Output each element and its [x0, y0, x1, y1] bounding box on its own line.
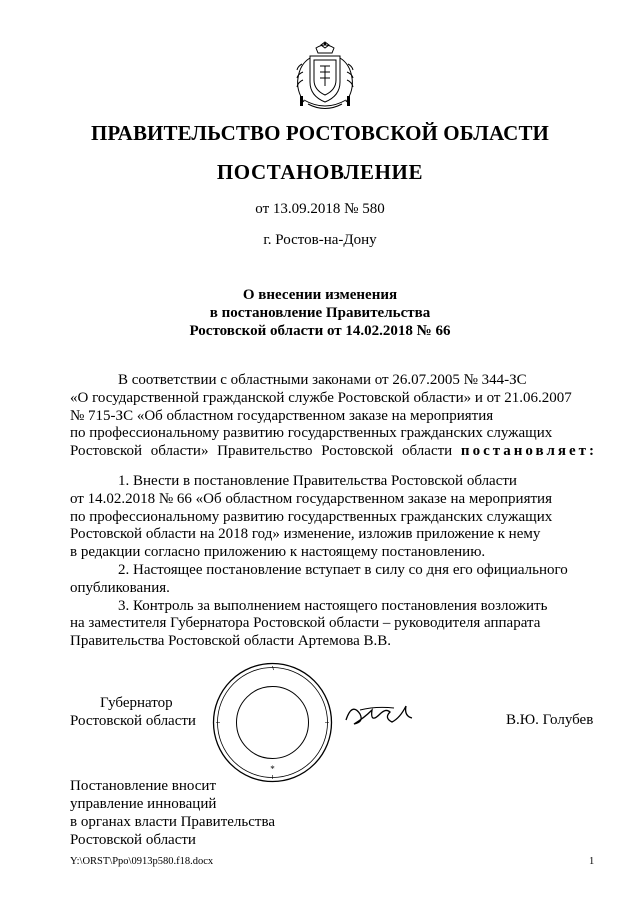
submitted-by-note: [70, 777, 275, 849]
coat-of-arms-emblem: [294, 38, 356, 116]
document-body: [70, 372, 597, 651]
organization-title: ПРАВИТЕЛЬСТВО РОСТОВСКОЙ ОБЛАСТИ: [91, 121, 549, 145]
preamble-line: В соответствии с областными законами от 26.07.2005 № 344-ЗС: [118, 372, 527, 388]
item3-line: на заместителя Губернатора Ростовской области – руководителя аппарата: [70, 615, 541, 632]
item1-line: в редакции согласно приложению к настоящему постановлению.: [70, 544, 486, 561]
document-type: ПОСТАНОВЛЕНИЕ: [216, 160, 424, 184]
item3-line: Правительства Ростовской области Артемова В.В.: [70, 633, 391, 650]
resolves-word: постановляет:: [460, 443, 597, 460]
svg-text:*: *: [270, 764, 275, 774]
item1-line: Ростовской области на 2018 год» изменение, изложив приложение к нему: [70, 526, 541, 543]
preamble-line: [70, 443, 597, 461]
note-line: в органах власти Правительства: [70, 814, 275, 830]
document-city: г. Ростов-на-Дону: [263, 232, 377, 248]
note-line: Ростовской области: [70, 832, 196, 848]
signatory-title: [70, 694, 196, 730]
subject-line: в постановление Правительства: [209, 305, 431, 321]
note-line: Постановление вносит: [70, 778, 217, 794]
preamble-line: по профессиональному развитию государственных гражданских служащих: [70, 425, 553, 442]
footer-page-number: 1: [589, 856, 595, 867]
footer-file-path: Y:\ORST\Ppo\0913p580.f18.docx: [70, 856, 214, 867]
subject-line: Ростовской области от 14.02.2018 № 66: [189, 323, 451, 339]
signatory-name: В.Ю. Голубев: [506, 712, 594, 728]
signatory-title-line: Ростовской области: [70, 713, 196, 729]
official-stamp-seal: [210, 660, 335, 785]
signatory-title-line: Губернатор: [100, 695, 173, 711]
subject-line: О внесении изменения: [242, 287, 398, 303]
handwritten-signature: [342, 698, 422, 728]
item2-line: опубликования.: [70, 579, 170, 596]
item1-line: от 14.02.2018 № 66 «Об областном государственном заказе на мероприятия: [70, 490, 552, 507]
item1-line: 1. Внести в постановление Правительства Ростовской области: [118, 472, 517, 489]
document-subject: [0, 286, 640, 340]
preamble-last-text: Ростовской области» Правительство Ростовской области: [70, 443, 453, 460]
item1-line: по профессиональному развитию государственных гражданских служащих: [70, 508, 553, 525]
document-date-number: от 13.09.2018 № 580: [255, 201, 385, 217]
item2-line: 2. Настоящее постановление вступает в силу со дня его официального: [118, 561, 568, 578]
note-line: управление инноваций: [70, 796, 217, 812]
preamble-line: № 715-ЗС «Об областном государственном заказе на мероприятия: [70, 407, 494, 424]
preamble-line: «О государственной гражданской службе Ростовской области» и от 21.06.2007: [70, 389, 572, 406]
item3-line: 3. Контроль за выполнением настоящего постановления возложить: [118, 597, 548, 614]
